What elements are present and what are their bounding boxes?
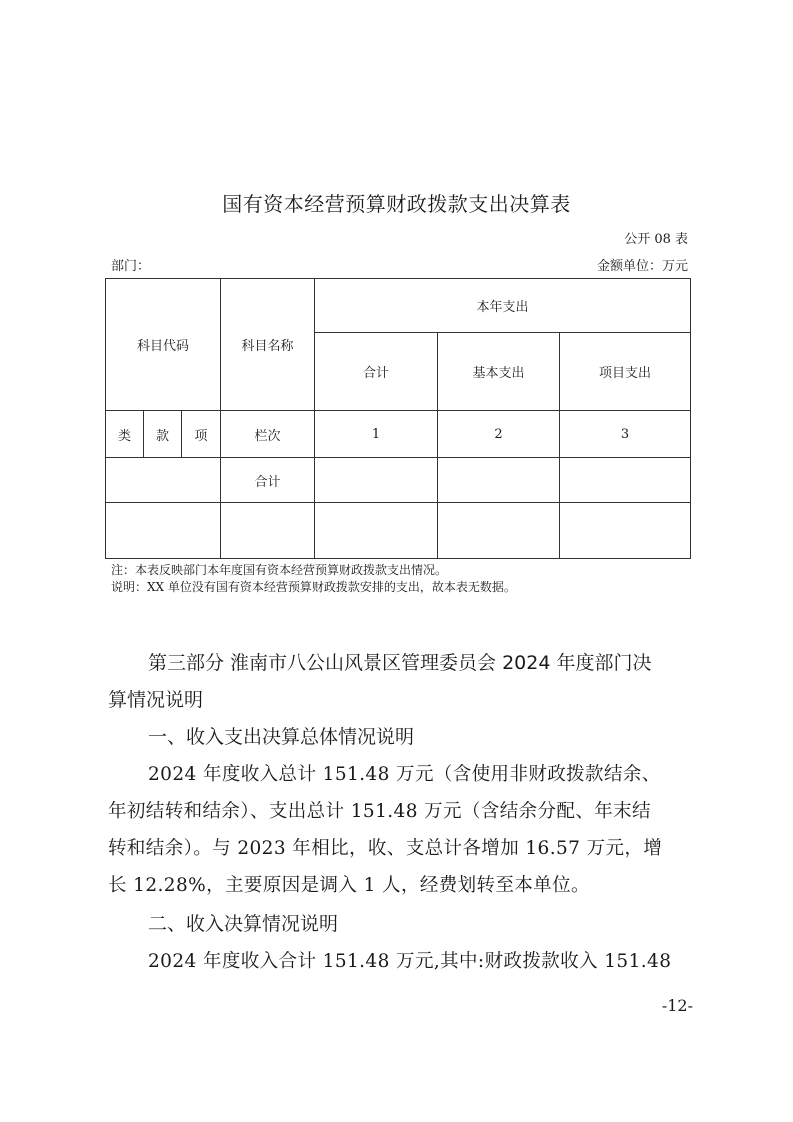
header-subject-name: 科目名称 xyxy=(221,279,315,411)
section2-paragraph-line: 2024 年度收入合计 151.48 万元,其中:财政拨款收入 151.48 xyxy=(148,951,672,972)
item-cell: 项 xyxy=(182,411,221,458)
column-number-3: 3 xyxy=(560,411,691,458)
section2-heading: 二、收入决算情况说明 xyxy=(148,913,339,935)
table-row-total xyxy=(106,458,691,503)
amount-unit-label: 金额单位：万元 xyxy=(596,259,688,274)
header-total: 合计 xyxy=(315,333,438,411)
note-line: 注：本表反映部门本年度国有资本经营预算财政拨款支出情况。 xyxy=(111,563,448,577)
section1-paragraph-line: 2024 年度收入总计 151.48 万元（含使用非财政拨款结余、 xyxy=(148,764,661,785)
total-label-cell: 合计 xyxy=(221,458,315,503)
table-row-index xyxy=(106,411,691,458)
column-label-cell: 栏次 xyxy=(221,411,315,458)
header-subject-code: 科目代码 xyxy=(106,279,221,411)
section-cell: 款 xyxy=(144,411,182,458)
column-number-2: 2 xyxy=(438,411,560,458)
empty-cell xyxy=(560,503,691,559)
empty-cell xyxy=(438,503,560,559)
total-project-cell xyxy=(560,458,691,503)
header-basic-expense: 基本支出 xyxy=(438,333,560,411)
header-current-year-expense: 本年支出 xyxy=(315,279,691,333)
empty-cell xyxy=(106,503,221,559)
expense-table xyxy=(105,278,691,559)
column-number-1: 1 xyxy=(315,411,438,458)
department-label: 部门： xyxy=(111,259,151,274)
table-row-empty xyxy=(106,503,691,559)
section1-paragraph-line: 年初结转和结余）、支出总计 151.48 万元（含结余分配、年末结 xyxy=(108,801,651,822)
category-cell: 类 xyxy=(106,411,144,458)
section1-heading: 一、收入支出决算总体情况说明 xyxy=(148,726,415,748)
total-value-cell xyxy=(315,458,438,503)
section1-paragraph-line: 转和结余）。与 2023 年相比，收、支总计各增加 16.57 万元，增 xyxy=(108,838,663,859)
header-project-expense: 项目支出 xyxy=(560,333,691,411)
page-number: -12- xyxy=(661,996,693,1015)
table-notes xyxy=(111,562,516,596)
part-heading-line1: 第三部分 淮南市八公山风景区管理委员会 2024 年度部门决 xyxy=(148,652,652,674)
part-heading-line2: 算情况说明 xyxy=(108,689,204,711)
table-title: 国有资本经营预算财政拨款支出决算表 xyxy=(222,192,571,216)
total-basic-cell xyxy=(438,458,560,503)
explanation-line: 说明：XX 单位没有国有资本经营预算财政拨款安排的支出，故本表无数据。 xyxy=(111,580,516,594)
total-code-cell xyxy=(106,458,221,503)
form-number: 公开 08 表 xyxy=(624,232,688,247)
empty-cell xyxy=(221,503,315,559)
empty-cell xyxy=(315,503,438,559)
section1-paragraph-line: 长 12.28%，主要原因是调入 1 人，经费划转至本单位。 xyxy=(108,875,590,896)
